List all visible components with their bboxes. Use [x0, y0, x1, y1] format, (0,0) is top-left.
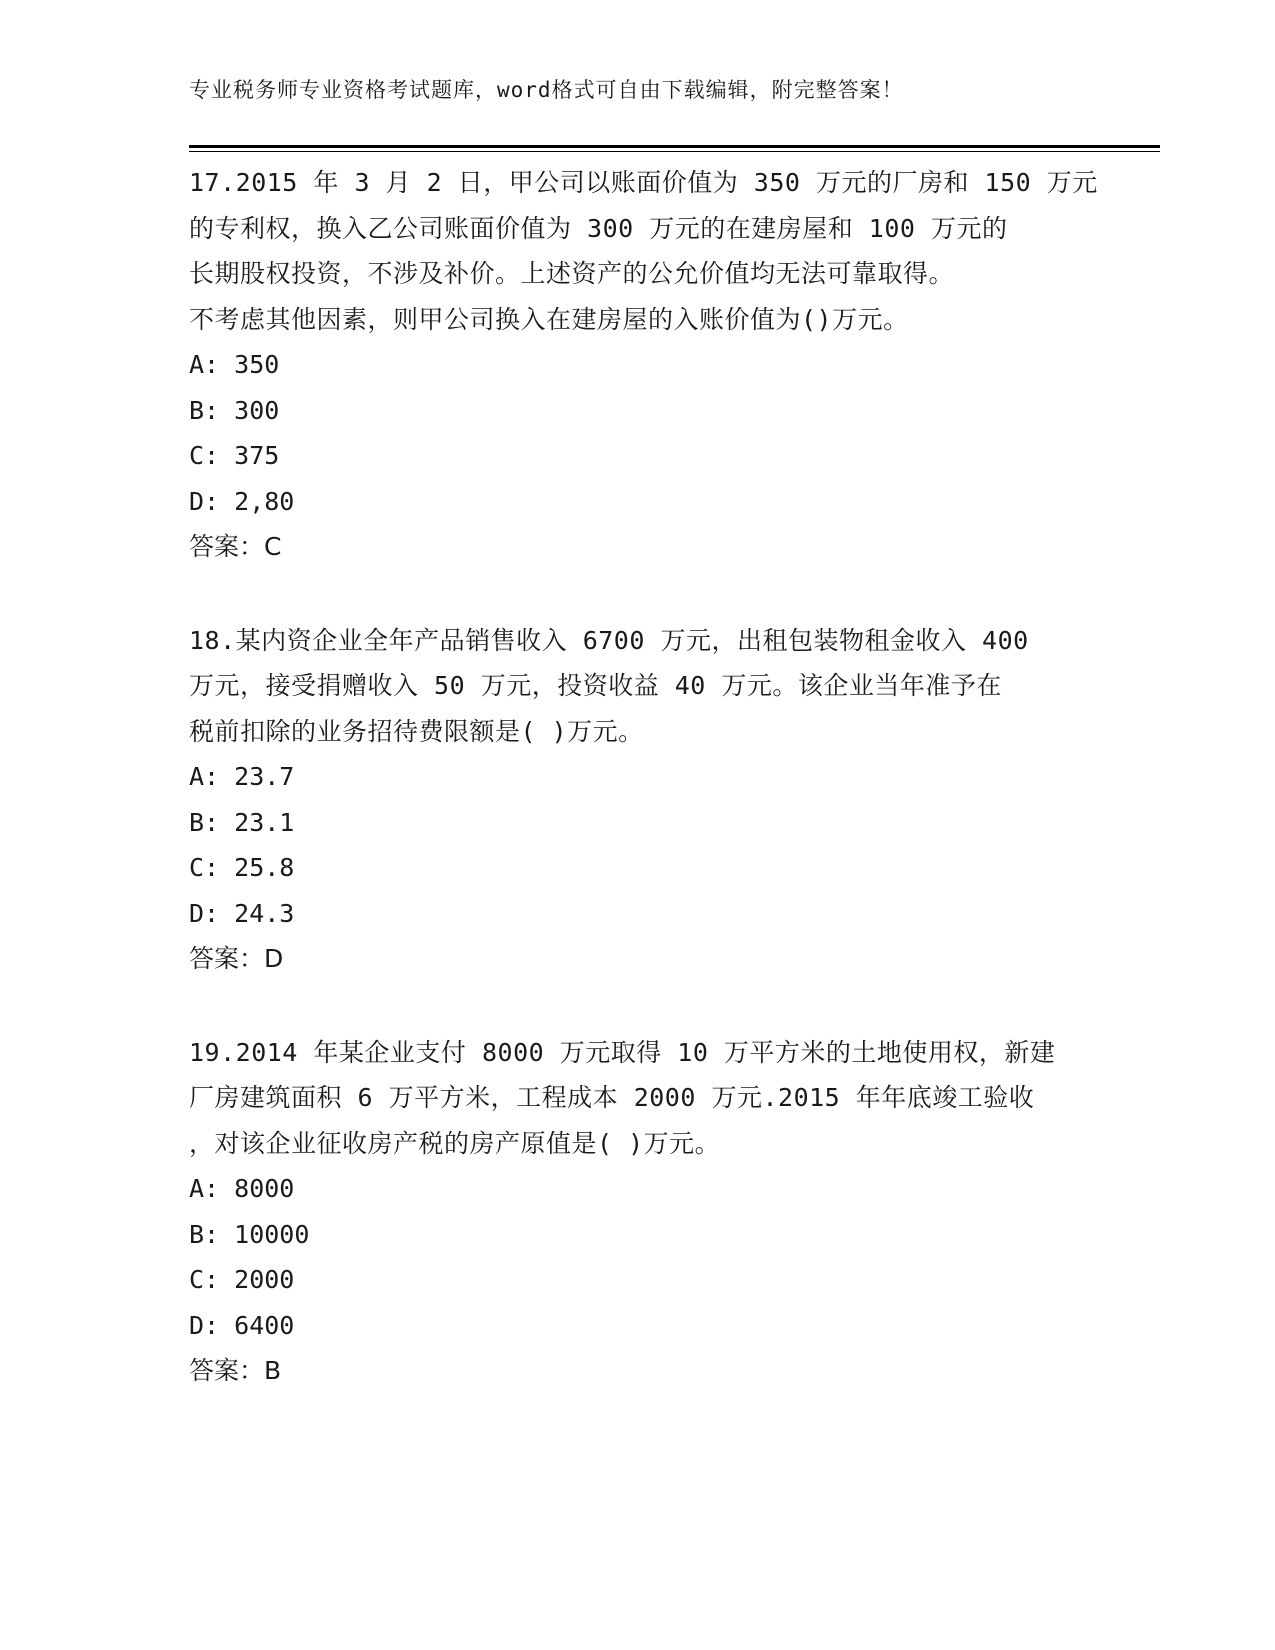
question-text-line: 19.2014 年某企业支付 8000 万元取得 10 万平方米的土地使用权，新建 [189, 1037, 1056, 1067]
header-divider-thin [189, 151, 1160, 152]
answer-label: 答案：D [189, 944, 284, 973]
answer-label: 答案：B [189, 1356, 282, 1385]
option-a: A: 8000 [189, 1174, 295, 1203]
question-list [189, 160, 1129, 1442]
question-text-line: 的专利权，换入乙公司账面价值为 300 万元的在建房屋和 100 万元的 [189, 213, 1008, 243]
option-a: A: 23.7 [189, 762, 295, 791]
question-text-line: 万元，接受捐赠收入 50 万元，投资收益 40 万元。该企业当年准予在 [189, 671, 1002, 700]
question-text-line: 18.某内资企业全年产品销售收入 6700 万元，出租包装物租金收入 400 [189, 625, 1029, 655]
question-19 [189, 1030, 1129, 1394]
page-header: 专业税务师专业资格考试题库，word格式可自由下载编辑，附完整答案！ [189, 78, 904, 102]
option-c: C: 375 [189, 441, 280, 470]
option-b: B: 10000 [189, 1219, 310, 1249]
option-d: D: 24.3 [189, 898, 295, 928]
option-c: C: 2000 [189, 1265, 295, 1294]
question-text-line: ，对该企业征收房产税的房产原值是( )万元。 [189, 1128, 721, 1158]
option-d: D: 2,80 [189, 486, 295, 516]
question-17 [189, 160, 1129, 570]
question-text-line: 不考虑其他因素，则甲公司换入在建房屋的入账价值为()万元。 [189, 304, 909, 334]
question-text-line: 税前扣除的业务招待费限额是( )万元。 [189, 716, 644, 746]
option-d: D: 6400 [189, 1310, 295, 1340]
option-a: A: 350 [189, 350, 280, 379]
answer-label: 答案：C [189, 532, 282, 561]
option-b: B: 23.1 [189, 807, 295, 837]
option-b: B: 300 [189, 395, 280, 425]
question-text-line: 17.2015 年 3 月 2 日，甲公司以账面价值为 350 万元的厂房和 150 万元 [189, 168, 1098, 197]
question-18 [189, 618, 1129, 982]
question-text-line: 长期股权投资，不涉及补价。上述资产的公允价值均无法可靠取得。 [189, 259, 955, 288]
header-divider-thick [189, 145, 1160, 148]
option-c: C: 25.8 [189, 853, 295, 882]
question-text-line: 厂房建筑面积 6 万平方米，工程成本 2000 万元.2015 年年底竣工验收 [189, 1083, 1035, 1112]
